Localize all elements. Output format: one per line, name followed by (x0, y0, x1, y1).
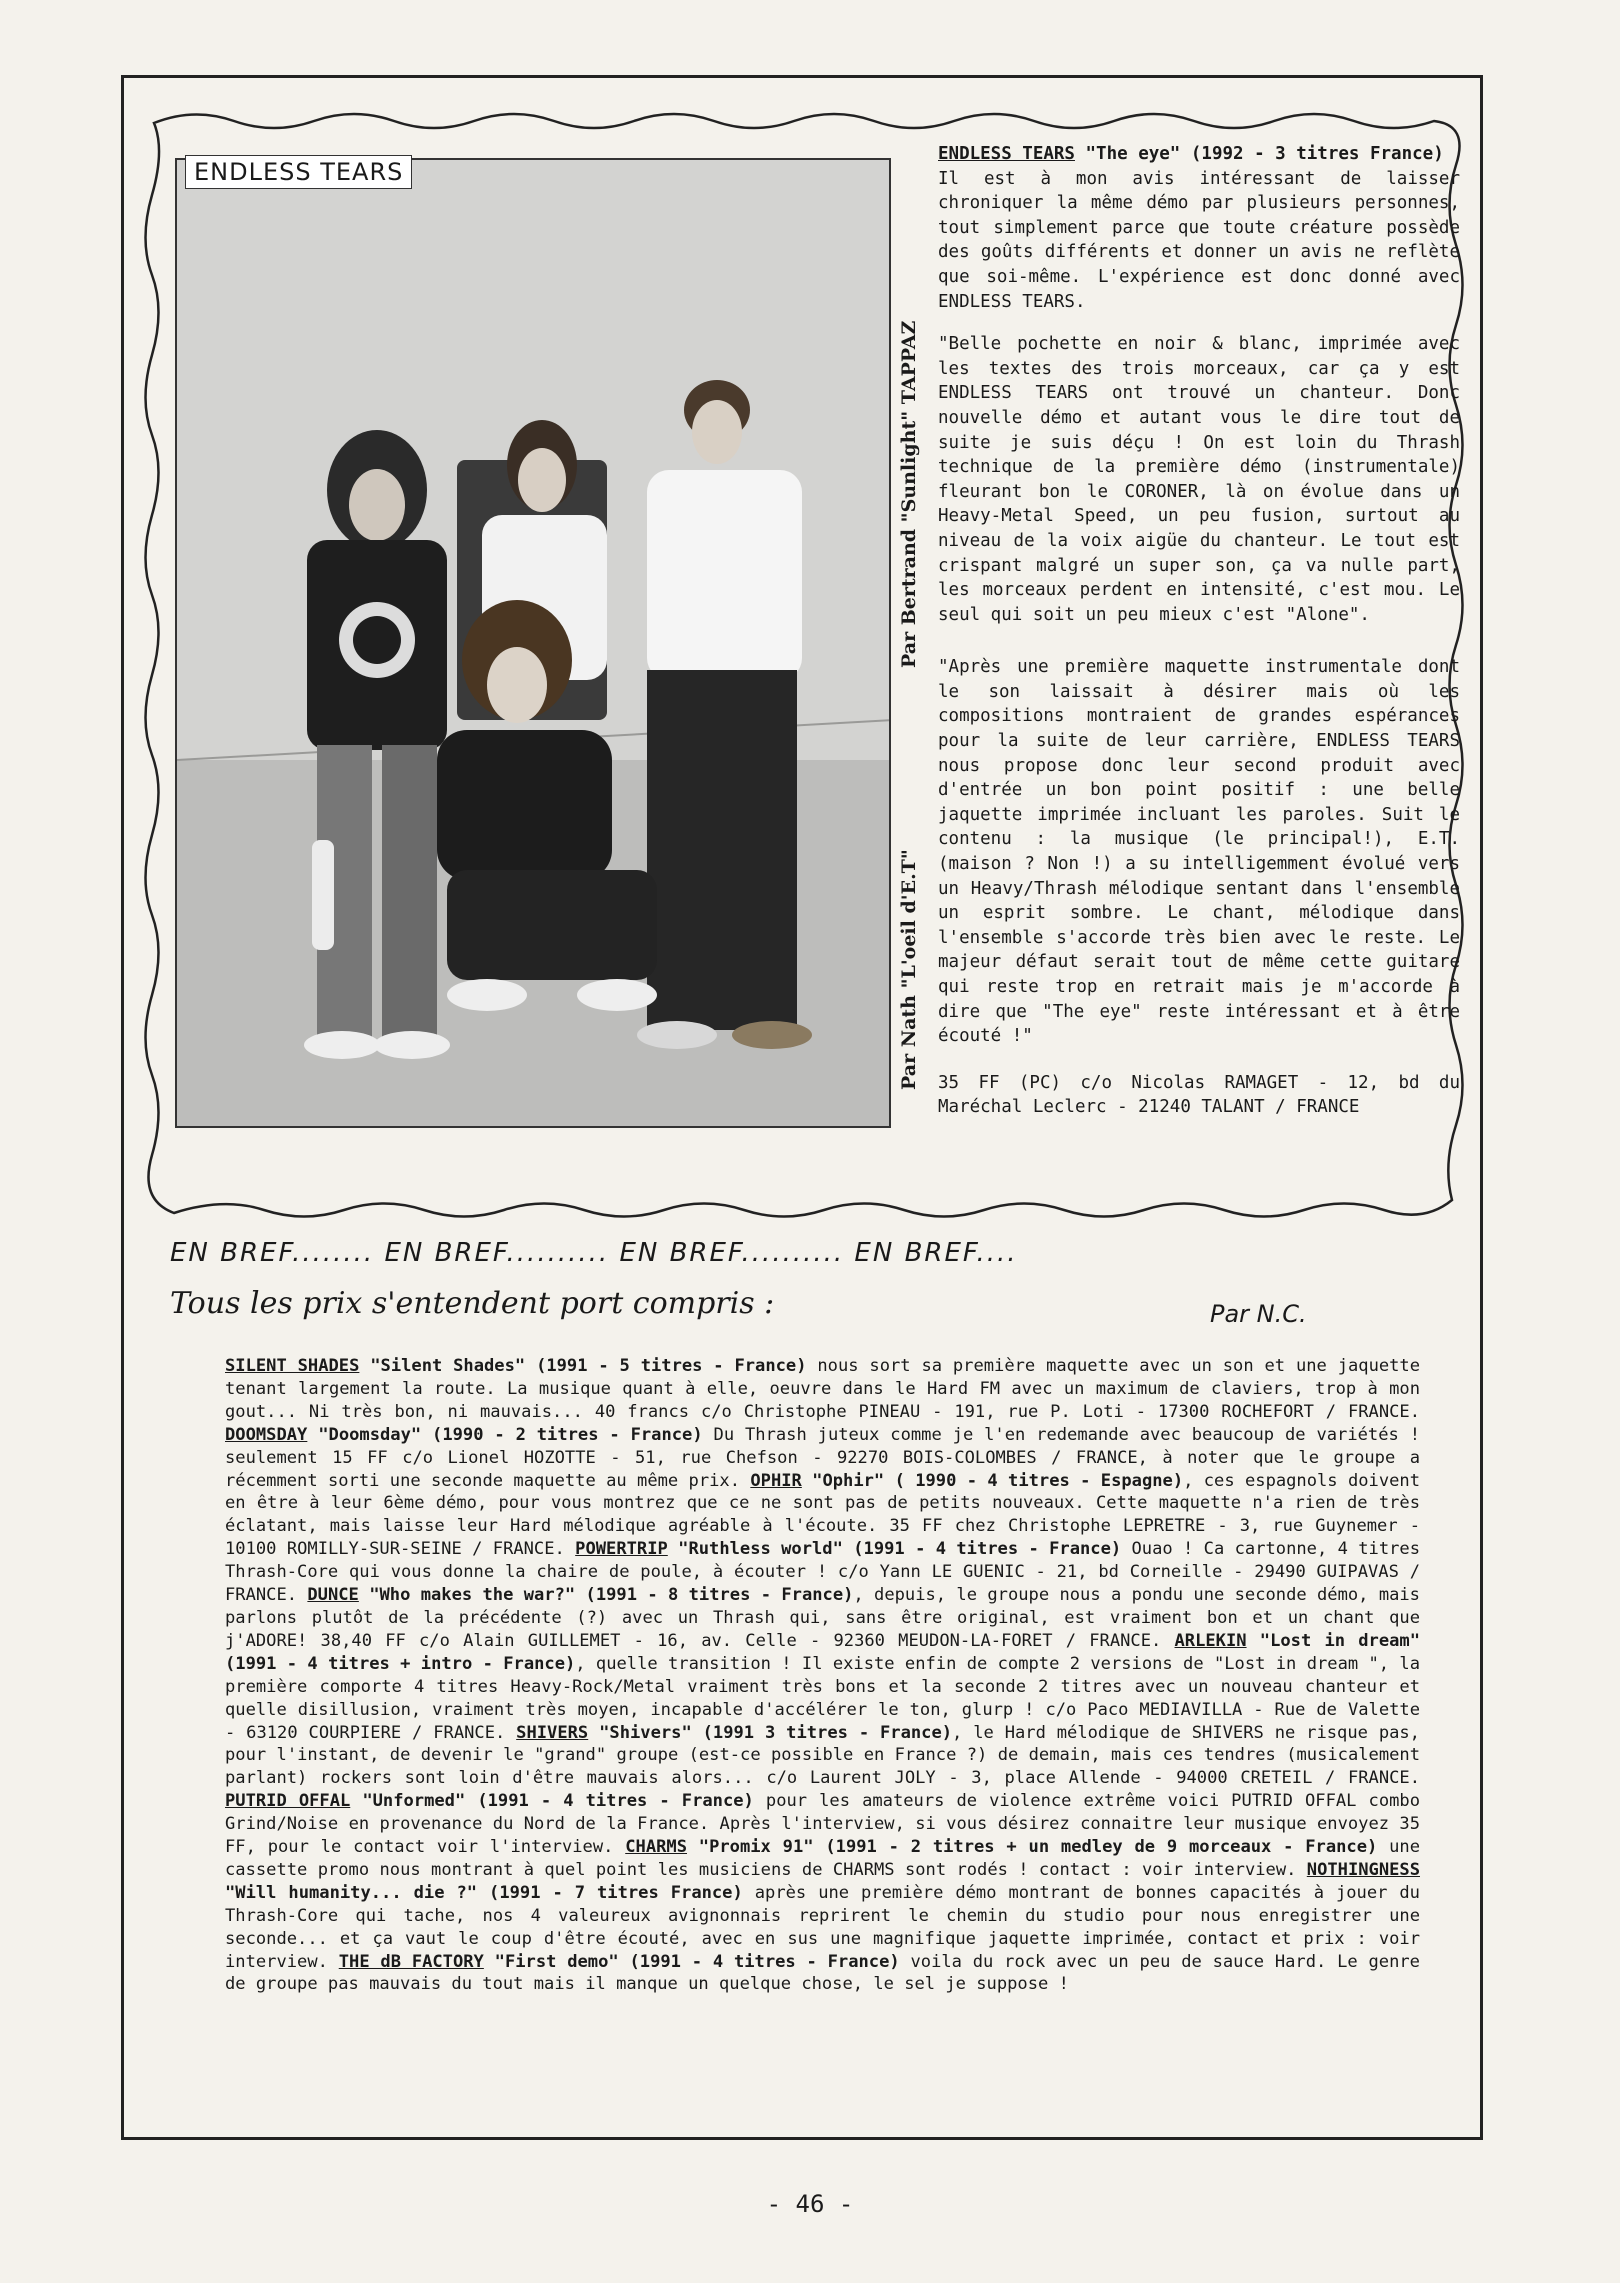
brief-band-name: SILENT SHADES (225, 1356, 360, 1376)
brief-info: (1991 - 7 titres France) (489, 1882, 743, 1903)
brief-info: (1991 - 4 titres - France) (477, 1791, 754, 1812)
brief-band-name: POWERTRIP (575, 1539, 668, 1560)
review-endless-tears (938, 142, 1460, 1128)
brief-text: après une première démo montrant de bonnes capacités à jouer du Thrash-Core qui tache, nos 4 valeureux avignonnais reprirent le chemin du studio pour nous enregistrer une seconde... et ça vaut le coup d'être écouté, avec en sus une magnifique jaquette imprimée, contact et prix : voir interview. (225, 1882, 1420, 1972)
brief-band-name: PUTRID OFFAL (225, 1791, 351, 1812)
band-photo-illustration (177, 160, 891, 1128)
brief-info: (1990 - 2 titres - France) (432, 1424, 703, 1445)
en-bref-reviews (225, 1355, 1420, 1996)
brief-title: "Promix 91" (686, 1837, 826, 1858)
brief-title: "Shivers" (588, 1722, 703, 1743)
review-second: "Après une première maquette instrumentale dont le son laissait à désirer mais où les compositions montraient de grandes espérances pour la suite de leur carrière, ENDLESS TEARS nous propose donc leur second produit avec d'entrée un bon point positif : une belle jaquette imprimée incluant les paroles. Suit le contenu : la musique (le principal!), E.T. (maison ? Non !) a su intelligemment évolué vers un Heavy/Thrash mélodique sentant dans l'ensemble un esprit sombre. Le chant, mélodique dans l'ensemble s'accorde très bien avec le reste. Le majeur défaut serait tout de même cette guitare qui reste trop en retrait mais je m'accorde à dire que "The eye" reste intéressant et à être écouté !" (938, 657, 1460, 1047)
brief-title: "First demo" (483, 1951, 630, 1972)
photo-caption: ENDLESS TEARS (185, 155, 412, 189)
brief-band-name: SHIVERS (516, 1722, 589, 1743)
brief-band-name: DOOMSDAY (225, 1424, 308, 1445)
byline-nath: Par Nath "L'oeil d'E.T" (898, 849, 920, 1090)
review-intro: Il est à mon avis intéressant de laisser chroniquer la même démo par plusieurs personnes, tout simplement parce que toute créature possède des goûts différents et donner un avis ne reflète que soi-même. L'expérience est donc donné avec ENDLESS TEARS. (938, 168, 1460, 312)
brief-band-name: ARLEKIN (1174, 1630, 1247, 1651)
review-contact: 35 FF (PC) c/o Nicolas RAMAGET - 12, bd du Maréchal Leclerc - 21240 TALANT / FRANCE (938, 1072, 1460, 1118)
brief-band-name: OPHIR (750, 1470, 802, 1491)
review-first: "Belle pochette en noir & blanc, imprimée avec les textes des trois morceaux, car ça y est ENDLESS TEARS ont trouvé un chanteur. Donc nouvelle démo et autant vous le dire tout de suite je suis déçu ! On est loin du Thrash technique de la première démo (instrumentale) fleurant bon le CORONER, là on évolue dans un Heavy-Metal Speed, un peu fusion, surtout au niveau de la voix aigüe du chanteur. Le tout est crispant malgré un super son, ça va nulle part, les morceaux perdent en intensité, c'est mou. Le seul qui soit un peu mieux c'est "Alone". (938, 334, 1460, 625)
brief-info: (1991 - 5 titres - France) (536, 1356, 807, 1376)
brief-author: Par N.C. (1210, 1300, 1307, 1328)
brief-band-name: DUNCE (307, 1585, 359, 1606)
brief-title: "Will humanity... die ?" (225, 1882, 490, 1903)
brief-info: (1991 - 8 titres - France) (585, 1585, 854, 1606)
brief-entry (225, 1952, 1420, 1995)
brief-info: (1991 - 4 titres - France) (629, 1951, 900, 1972)
brief-info: (1991 - 4 titres - France) (853, 1539, 1122, 1560)
brief-text: , depuis, le groupe nous a pondu une seconde démo, mais parlons plutôt de la précédente (?) avec un Thrash qui, sans être original, est vraiment bon et un chant que j'ADORE! 38,40 FF c/o Alain GUILLEMET - 16, av. Celle - 92360 MEUDON-LA-FORET / FRANCE. (225, 1585, 1420, 1651)
review-title-info: "The eye" (1992 - 3 titres France) (1085, 144, 1444, 164)
brief-text: Du Thrash juteux comme je l'en redemande avec beaucoup de variétés ! seulement 15 FF c/o Lionel HOZOTTE - 51, rue Chefson - 92270 BOIS-COLOMBES / FRANCE, à noter que le groupe a récemment sorti une seconde maquette au même prix. (225, 1424, 1420, 1491)
brief-band-name: NOTHINGNESS (1306, 1859, 1420, 1880)
page-number: - 46 - (766, 2190, 854, 2218)
brief-text: une cassette promo nous montrant à quel point les musiciens de CHARMS sont rodés ! contact : voir interview. (225, 1837, 1420, 1880)
brief-title: "Lost in dream" (1246, 1630, 1420, 1651)
brief-text: , quelle transition ! Il existe enfin de compte 2 versions de "Lost in dream ", la première comporte 4 titres Heavy-Rock/Metal vraiment très bons et la seconde 2 titres avec un nouveau chanteur et quelle disillusion, vraiment très moyen, incapable d'accélérer le ton, glurp ! c/o Paco MEDIAVILLA - Rue de Valette - 63120 COURPIERE / FRANCE. (225, 1653, 1421, 1743)
byline-bertrand: Par Bertrand "Sunlight" TAPPAZ (898, 320, 920, 668)
en-bref-heading: EN BREF........ EN BREF.......... EN BREF.......... EN BREF.... (170, 1238, 1018, 1268)
brief-title: "Silent Shades" (359, 1356, 537, 1376)
review-header (938, 142, 1460, 167)
brief-title: "Who makes the war?" (358, 1585, 586, 1606)
brief-title: "Ruthless world" (667, 1539, 854, 1560)
brief-info: (1991 - 2 titres + un medley de 9 morceaux - France) (825, 1837, 1378, 1858)
brief-text: , ces espagnols doivent en être à leur 6ème démo, pour vous montrez que ce ne sont pas de petits nouveaux. Cette maquette n'a rien de très éclatant, mais laisse leur Hard mélodique agréable à l'écoute. 35 FF chez Christophe LEPRETRE - 3, rue Guynemer - 10100 ROMILLY-SUR-SEINE / FRANCE. (225, 1470, 1420, 1560)
brief-info: (1991 3 titres - France) (702, 1722, 953, 1743)
brief-band-name: CHARMS (625, 1837, 687, 1858)
prices-note: Tous les prix s'entendent port compris : (170, 1286, 775, 1321)
review-band-name: ENDLESS TEARS (938, 144, 1075, 164)
brief-entry (225, 1356, 1420, 1422)
brief-info: ( 1990 - 4 titres - Espagne) (894, 1470, 1184, 1491)
brief-text: pour les amateurs de violence extrême voici PUTRID OFFAL combo Grind/Noise en provenance du Nord de la France. Après l'interview, si vous désirez connaitre leur musique envoyez 35 FF, pour le contact voir l'interview. (225, 1791, 1420, 1858)
brief-text: Ouao ! Ca cartonne, 4 titres Thrash-Core qui vous donne la chaire de poule, à écouter ! c/o Yann LE GUENIC - 21, bd Corneille - 29490 GUIPAVAS / FRANCE. (225, 1539, 1421, 1606)
brief-text: nous sort sa première maquette avec un son et une jaquette tenant largement la route. La musique quant à elle, oeuvre dans le Hard FM avec un maximum de claviers, trop à mon gout... Ni très bon, ni mauvais... 40 francs c/o Christophe PINEAU - 191, rue P. Loti - 17300 ROCHEFORT / FRANCE. (225, 1356, 1421, 1422)
brief-title: "Unformed" (350, 1791, 478, 1812)
brief-title: "Ophir" (801, 1470, 895, 1491)
brief-text: , le Hard mélodique de SHIVERS ne risque pas, pour l'instant, de devenir le "grand" groupe (est-ce possible en France ?) de demain, mais ces tendres (musicalement parlant) rockers sont loin d'être mauvais alors... c/o Laurent JOLY - 3, place Allende - 94000 CRETEIL / FRANCE. (225, 1722, 1420, 1789)
band-photo (175, 158, 891, 1128)
brief-band-name: THE dB FACTORY (338, 1951, 484, 1972)
brief-text: voila du rock avec un peu de sauce Hard. Le genre de groupe pas mauvais du tout mais il manque un quelque chose, le sel je suppose ! (225, 1951, 1420, 1995)
brief-title: "Doomsday" (307, 1424, 433, 1445)
brief-info: (1991 - 4 titres + intro - France) (225, 1653, 576, 1674)
